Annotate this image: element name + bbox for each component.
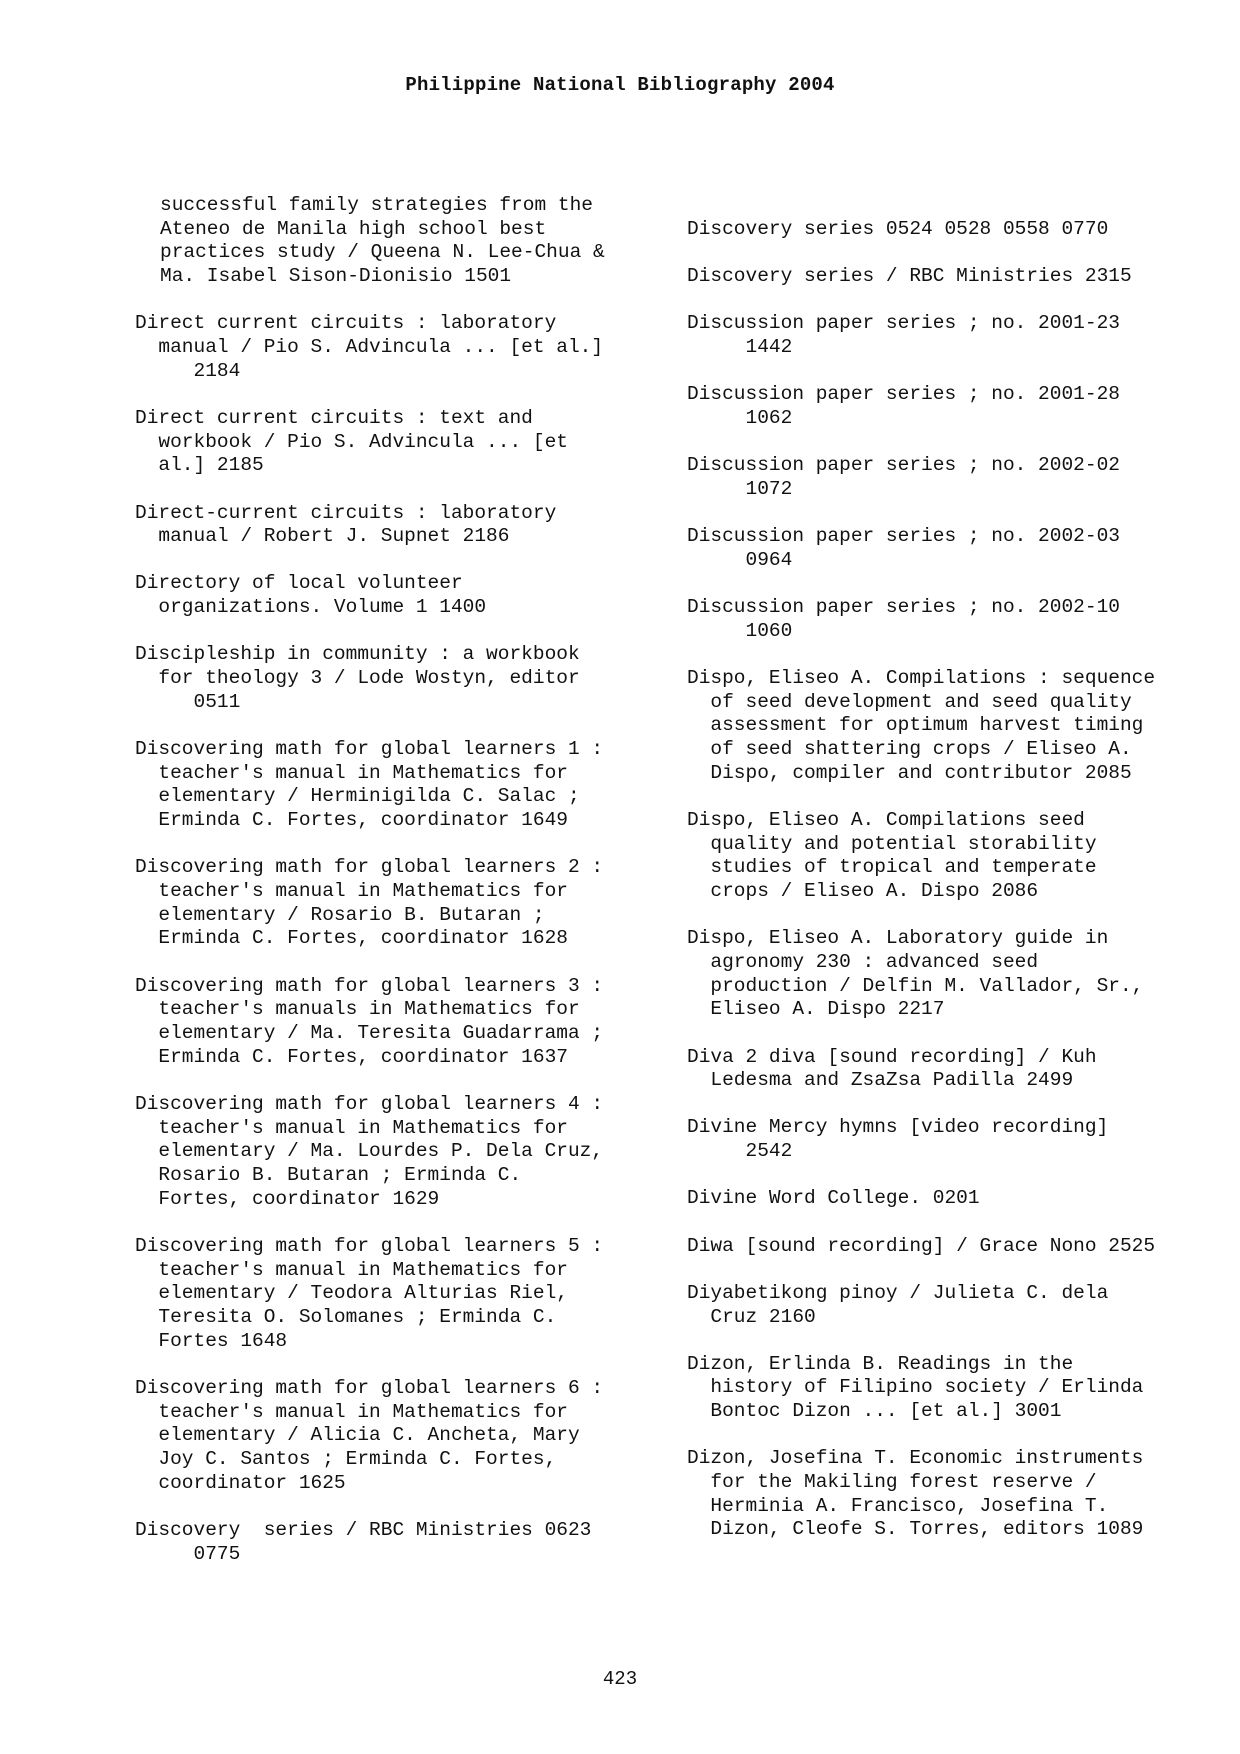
bib-entry: Discovering math for global learners 2 : teacher's manual in Mathematics for elementary / Rosario B. Butaran ; Erminda C. Fortes, coordinator 1628 <box>135 856 604 950</box>
bib-entry: Discovery series / RBC Ministries 0623 0775 <box>135 1518 592 1565</box>
bib-entry: Dispo, Eliseo A. Compilations : sequence of seed development and seed quality assessment for optimum harvest timing of seed shattering crops / Eliseo A. Dispo, compiler and contributor 2085 <box>687 666 1156 784</box>
bib-entry: Discipleship in community : a workbook for theology 3 / Lode Wostyn, editor 0511 <box>135 643 580 713</box>
left-column <box>135 194 680 1590</box>
bib-entry: Discussion paper series ; no. 2001-23 1442 <box>687 312 1120 359</box>
bib-entry: Discovery series / RBC Ministries 2315 <box>687 265 1132 288</box>
bib-entry: successful family strategies from the Ateneo de Manila high school best practices study / Queena N. Lee-Chua & Ma. Isabel Sison-Dionisio 1501 <box>160 194 605 288</box>
bib-entry: Diva 2 diva [sound recording] / Kuh Ledesma and ZsaZsa Padilla 2499 <box>687 1045 1097 1092</box>
bib-entry: Discussion paper series ; no. 2002-10 1060 <box>687 596 1120 642</box>
bib-entry: Diyabetikong pinoy / Julieta C. dela Cruz 2160 <box>687 1281 1109 1328</box>
bib-entry: Dizon, Josefina T. Economic instruments for the Makiling forest reserve / Herminia A. Francisco, Josefina T. Dizon, Cleofe S. Torres, editors 1089 <box>687 1447 1144 1541</box>
bib-entry: Discovering math for global learners 4 : teacher's manual in Mathematics for elementary / Ma. Lourdes P. Dela Cruz, Rosario B. Butaran ; Erminda C. Fortes, coordinator 1629 <box>135 1092 604 1210</box>
bib-entry: Discovering math for global learners 6 : teacher's manual in Mathematics for elementary / Alicia C. Ancheta, Mary Joy C. Santos ; Erminda C. Fortes, coordinator 1625 <box>135 1376 604 1494</box>
bib-entry: Divine Word College. 0201 <box>687 1187 980 1210</box>
bib-entry: Discovering math for global learners 1 : teacher's manual in Mathematics for elementary / Herminigilda C. Salac ; Erminda C. Fortes, coordinator 1649 <box>135 737 604 832</box>
bib-entry: Discovering math for global learners 5 : teacher's manual in Mathematics for elementary / Teodora Alturias Riel, Teresita O. Solomanes ; Erminda C. Fortes 1648 <box>135 1234 604 1352</box>
bib-entry: Discussion paper series ; no. 2001-28 1062 <box>687 383 1120 430</box>
page-number: 423 <box>602 1668 638 1690</box>
bib-entry: Direct-current circuits : laboratory manual / Robert J. Supnet 2186 <box>135 501 557 548</box>
page-header: Philippine National Bibliography 2004 <box>405 74 835 96</box>
bib-entry: Discussion paper series ; no. 2002-03 0964 <box>687 525 1120 571</box>
bib-entry: Discussion paper series ; no. 2002-02 1072 <box>687 454 1120 500</box>
bib-entry: Dizon, Erlinda B. Readings in the history of Filipino society / Erlinda Bontoc Dizon ... [et al.] 3001 <box>687 1352 1144 1423</box>
bib-entry: Discovery series 0524 0528 0558 0770 <box>687 218 1109 240</box>
bib-entry: Dispo, Eliseo A. Compilations seed quality and potential storability studies of tropical and temperate crops / Eliseo A. Dispo 2086 <box>687 808 1097 903</box>
bib-entry: Diwa [sound recording] / Grace Nono 2525 <box>687 1234 1156 1257</box>
bib-entry: Directory of local volunteer organizations. Volume 1 1400 <box>135 572 487 619</box>
right-column <box>687 218 1227 1566</box>
bib-entry: Discovering math for global learners 3 : teacher's manuals in Mathematics for elementary / Ma. Teresita Guadarrama ; Erminda C. Fortes, coordinator 1637 <box>135 974 604 1068</box>
bib-entry: Divine Mercy hymns [video recording] 2542 <box>687 1116 1109 1163</box>
bib-entry: Direct current circuits : text and workbook / Pio S. Advincula ... [et al.] 2185 <box>135 406 568 477</box>
bib-entry: Dispo, Eliseo A. Laboratory guide in agronomy 230 : advanced seed production / Delfin M. Vallador, Sr., Eliseo A. Dispo 2217 <box>687 927 1144 1021</box>
bib-entry: Direct current circuits : laboratory manual / Pio S. Advincula ... [et al.] 2184 <box>135 312 604 382</box>
